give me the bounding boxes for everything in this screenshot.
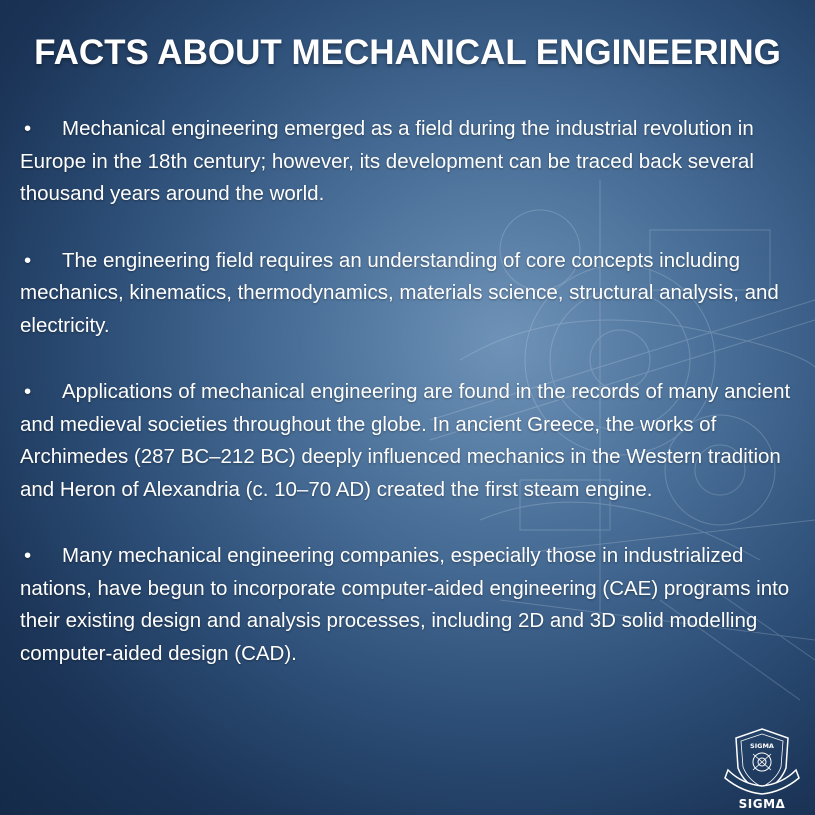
bullet-marker: • xyxy=(24,248,32,272)
fact-item xyxy=(20,376,810,506)
sigma-emblem-icon xyxy=(722,726,802,796)
fact-item xyxy=(20,245,810,343)
fact-item xyxy=(20,540,810,670)
bullet-marker: • xyxy=(24,117,32,140)
fact-text: The engineering field requires an understanding of core concepts including mechanics, kinematics, thermodynamics, materials science, structural analysis, and electricity. xyxy=(20,248,779,337)
bullet-marker: • xyxy=(24,544,32,567)
sigma-logo xyxy=(722,726,802,812)
fact-text: Many mechanical engineering companies, especially those in industrialized nations, have begun to incorporate computer-aided engineering (CAE) programs into their existing design and analysis processes, including 2D and 3D solid modelling computer-aided design (CAD). xyxy=(20,544,790,665)
fact-text: Mechanical engineering emerged as a field during the industrial revolution in Europe in the 18th century; however, its development can be traced back several thousand years around the world. xyxy=(20,117,754,205)
fact-item xyxy=(20,113,810,211)
sigma-emblem-text: SIGMA xyxy=(750,742,774,750)
page-title: FACTS ABOUT MECHANICAL ENGINEERING xyxy=(34,33,781,72)
facts-list xyxy=(20,113,810,704)
fact-text: Applications of mechanical engineering are found in the records of many ancient and medieval societies throughout the globe. In ancient Greece, the works of Archimedes (287 BC–212 BC) deeply influenced mechanics in the Western tradition and Heron of Alexandria (c. 10–70 AD) created the first steam engine. xyxy=(20,380,791,501)
bullet-marker: • xyxy=(24,380,32,403)
sigma-wordmark: SIGMΔ xyxy=(738,797,786,811)
